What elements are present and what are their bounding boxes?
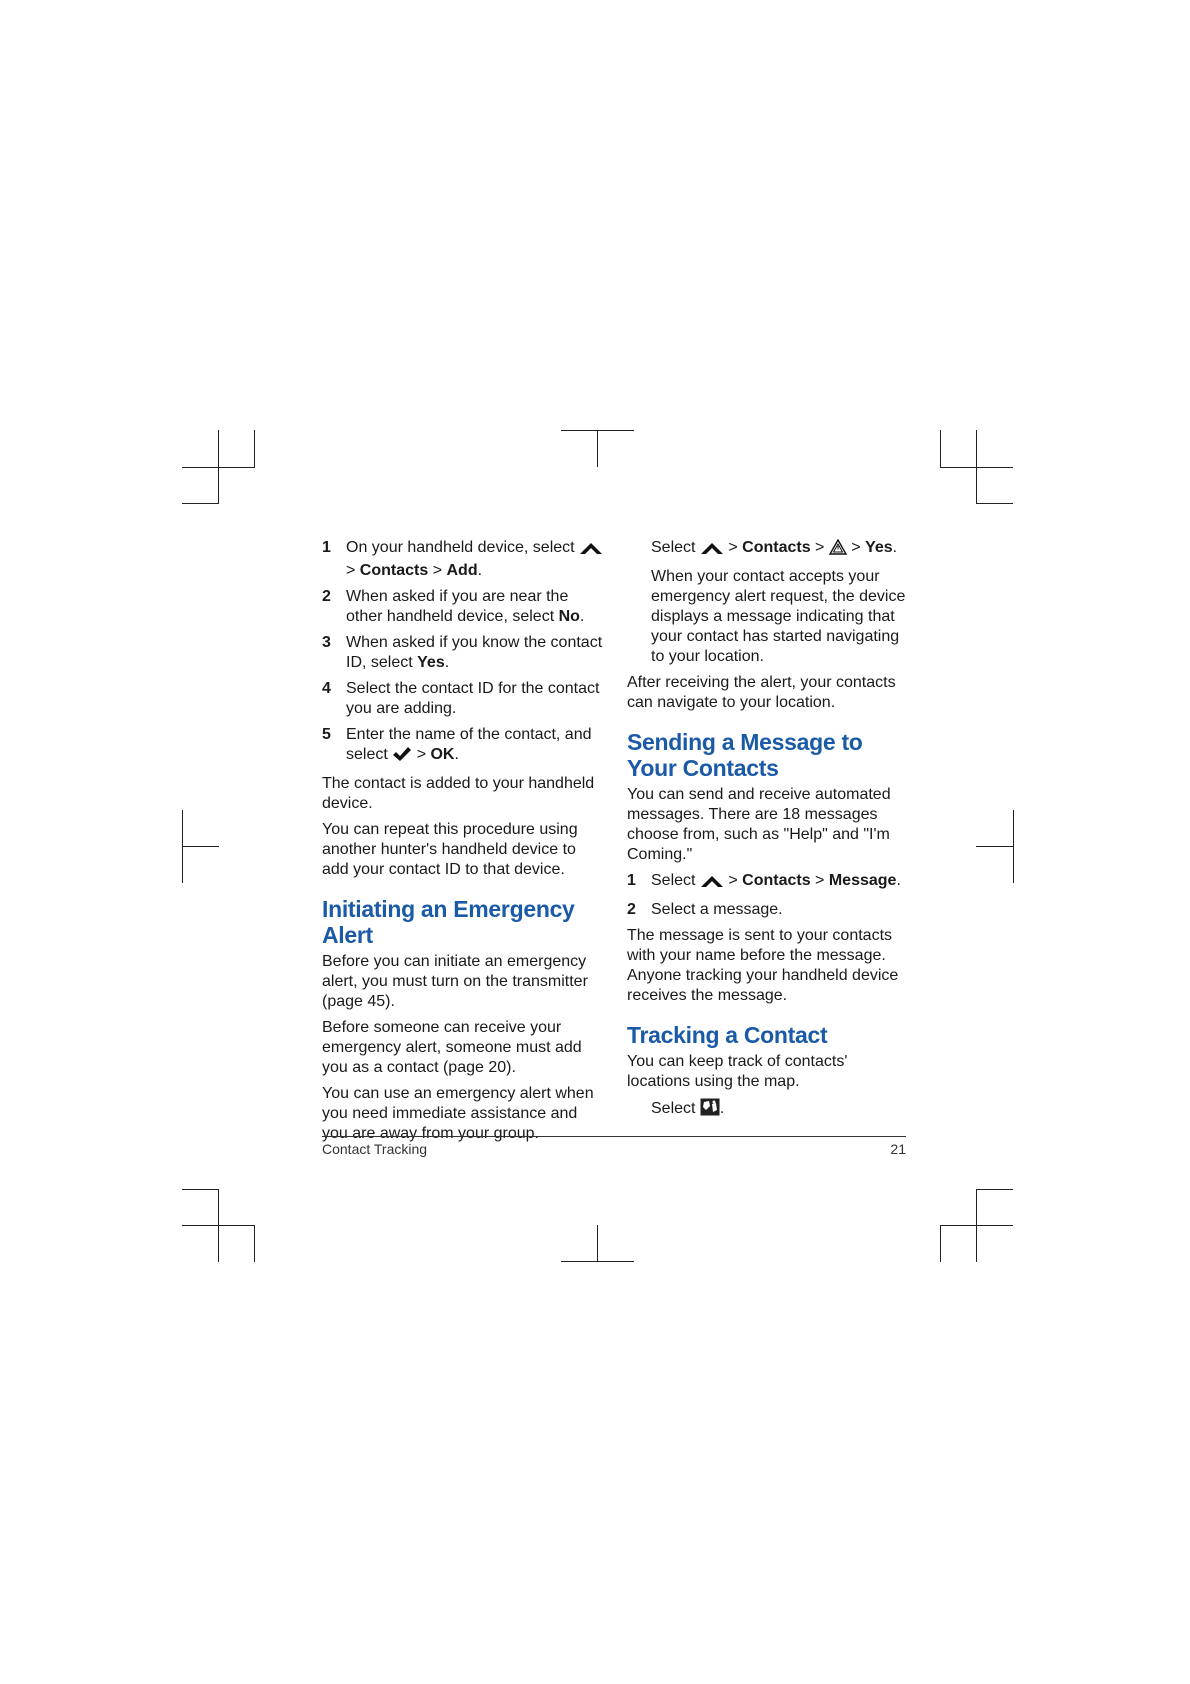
- list-item: [322, 538, 604, 581]
- home-up-icon: [700, 874, 724, 894]
- crop-mark: [254, 1225, 255, 1262]
- step-number: 4: [322, 680, 331, 697]
- list-item: [322, 679, 604, 719]
- list-item: [627, 871, 912, 894]
- crop-mark: [976, 846, 1013, 847]
- paragraph: You can use an emergency alert when you need immediate assistance and you are away from your group.: [322, 1085, 594, 1142]
- left-column: [322, 538, 604, 1150]
- paragraph: Before someone can receive your emergency alert, someone must add you as a contact (page 20).: [322, 1019, 582, 1076]
- section-heading: Sending a Message to Your Contacts: [627, 729, 863, 781]
- page-number: 21: [890, 1141, 906, 1157]
- step-text: Select a message.: [651, 901, 783, 918]
- step-number: 2: [322, 588, 331, 605]
- list-item: [322, 633, 604, 673]
- section-heading: Initiating an Emergency Alert: [322, 896, 575, 948]
- crop-mark: [940, 467, 1013, 468]
- right-column: [627, 538, 912, 1128]
- alert-triangle-icon: [829, 539, 847, 561]
- step-text: When asked if you are near the other handheld device, select No.: [346, 588, 585, 625]
- paragraph: You can send and receive automated messages. There are 18 messages choose from, such as "Help" and "I'm Coming.": [627, 786, 891, 863]
- checkmark-icon: [392, 746, 412, 768]
- list-item: [322, 587, 604, 627]
- crop-mark: [218, 1189, 219, 1262]
- crop-mark: [561, 1261, 634, 1262]
- step-text: Select the contact ID for the contact you are adding.: [346, 680, 600, 717]
- step-text: Enter the name of the contact, and select > OK.: [346, 725, 604, 768]
- map-icon: [700, 1098, 720, 1122]
- list-item: [322, 725, 604, 768]
- page-footer: [322, 1136, 906, 1157]
- paragraph: After receiving the alert, your contacts can navigate to your location.: [627, 674, 896, 711]
- paragraph: You can keep track of contacts' locations using the map.: [627, 1053, 848, 1090]
- step-number: 1: [627, 872, 636, 889]
- crop-mark: [182, 1189, 219, 1190]
- crop-mark: [1013, 810, 1014, 883]
- crop-mark: [182, 467, 255, 468]
- crop-mark: [940, 430, 941, 467]
- instruction-line: Select > Contacts > > Yes.: [627, 538, 912, 561]
- list-item: [627, 900, 912, 920]
- paragraph: When your contact accepts your emergency alert request, the device displays a message indicating that your contact has started navigating to your location.: [651, 568, 906, 665]
- step-text: Select > Contacts > Message.: [651, 871, 912, 894]
- step-text: On your handheld device, select > Contacts > Add.: [346, 538, 604, 581]
- step-number: 5: [322, 726, 331, 743]
- step-text: When asked if you know the contact ID, select Yes.: [346, 634, 603, 671]
- crop-mark: [597, 430, 598, 467]
- instruction-line: Select .: [627, 1098, 912, 1122]
- crop-mark: [254, 430, 255, 467]
- section-heading: Tracking a Contact: [627, 1022, 828, 1048]
- crop-mark: [182, 503, 219, 504]
- home-up-icon: [579, 541, 603, 561]
- home-up-icon: [700, 541, 724, 561]
- paragraph: The contact is added to your handheld device.: [322, 775, 595, 812]
- step-number: 3: [322, 634, 331, 651]
- paragraph: Before you can initiate an emergency alert, you must turn on the transmitter (page 45).: [322, 953, 588, 1010]
- footer-section-title: Contact Tracking: [322, 1141, 428, 1157]
- crop-mark: [976, 1189, 1013, 1190]
- crop-mark: [940, 1225, 941, 1262]
- paragraph: You can repeat this procedure using another hunter's handheld device to add your contact ID to that device.: [322, 821, 578, 878]
- crop-mark: [182, 846, 219, 847]
- crop-mark: [976, 503, 1013, 504]
- step-number: 2: [627, 901, 636, 918]
- step-number: 1: [322, 539, 331, 556]
- paragraph: The message is sent to your contacts with your name before the message. Anyone tracking your handheld device receives the message.: [627, 927, 899, 1004]
- crop-mark: [976, 1189, 977, 1262]
- crop-mark: [597, 1225, 598, 1262]
